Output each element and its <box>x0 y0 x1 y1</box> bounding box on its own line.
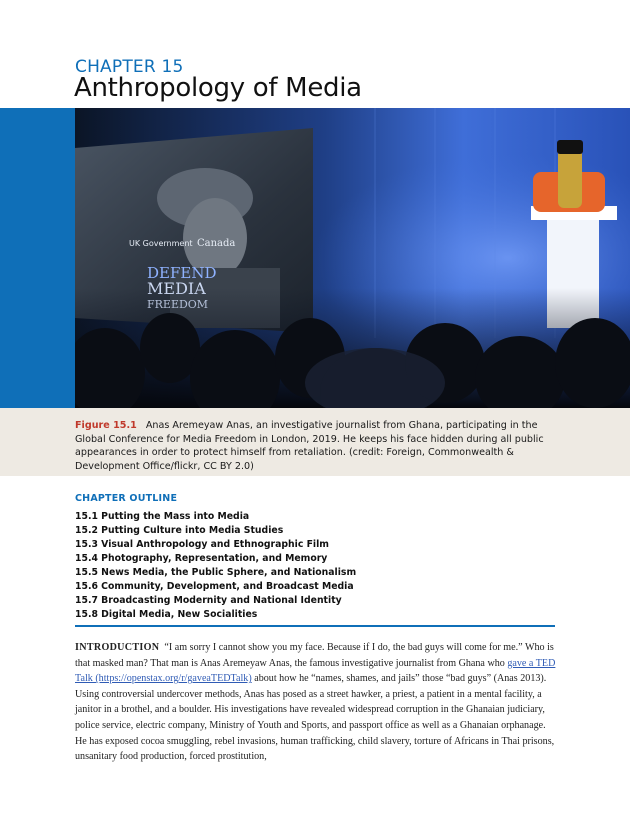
introduction-paragraph <box>75 640 556 765</box>
outline-item[interactable]: 15.4 Photography, Representation, and Memory <box>75 553 328 564</box>
ted-talk-link[interactable]: gave a TED Talk (https://openstax.org/r/gaveaTEDTalk) <box>75 657 556 685</box>
section-divider <box>75 625 555 627</box>
outline-item[interactable]: 15.1 Putting the Mass into Media <box>75 511 250 522</box>
figure-label: Figure 15.1 <box>75 420 137 431</box>
outline-item[interactable]: 15.5 News Media, the Public Sphere, and Nationalism <box>75 567 357 578</box>
introduction-label: INTRODUCTION <box>75 642 160 653</box>
svg-text:DEFEND: DEFEND <box>147 264 217 282</box>
outline-item[interactable]: 15.8 Digital Media, New Socialities <box>75 609 258 620</box>
figure-caption <box>75 419 555 473</box>
chapter-title: Anthropology of Media <box>74 73 362 103</box>
outline-item[interactable]: 15.7 Broadcasting Modernity and National Identity <box>75 595 342 606</box>
intro-text-before-link: “I am sorry I cannot show you my face. Because if I do, the bad guys will come for me.” Who is that masked man? That man is Anas Aremeyaw Anas, the famous investigative journalist from Ghana who <box>75 642 554 669</box>
chapter-label: CHAPTER 15 <box>75 57 184 77</box>
chapter-outline-list <box>75 510 356 622</box>
chapter-photo <box>75 108 630 408</box>
svg-text:Canada: Canada <box>197 238 236 249</box>
svg-text:UK Government: UK Government <box>129 239 193 248</box>
outline-item[interactable]: 15.2 Putting Culture into Media Studies <box>75 525 284 536</box>
figure-caption-text: Anas Aremeyaw Anas, an investigative journalist from Ghana, participating in the Global Conference for Media Freedom in London, 2019. He keeps his face hidden during all public appearances in order to protect himself from retaliation. (credit: Foreign, Commonwealth & Development Office/flickr, CC BY 2.0) <box>75 420 544 472</box>
outline-item[interactable]: 15.3 Visual Anthropology and Ethnographic Film <box>75 539 329 550</box>
outline-item[interactable]: 15.6 Community, Development, and Broadcast Media <box>75 581 354 592</box>
decorative-blue-band <box>0 108 75 408</box>
chapter-outline-heading: CHAPTER OUTLINE <box>75 493 178 504</box>
intro-text-after-link: about how he “names, shames, and jails” those “bad guys” (Anas 2013). Using controversial undercover methods, Anas has posed as a street hawker, a priest, a patient in a mental facility, a janitor in a brothel, and a boulder. His investigations have revealed widespread corruption in the Ghanaian judiciary, police service, electric company, Ministry of Youth and Sports, and passport office as well as a Ghanaian orphanage. He has exposed cocoa smuggling, rebel invasions, human trafficking, child slavery, torture of Africans in Thai prisons, unsanitary food production, forced prostitution, <box>75 673 555 763</box>
